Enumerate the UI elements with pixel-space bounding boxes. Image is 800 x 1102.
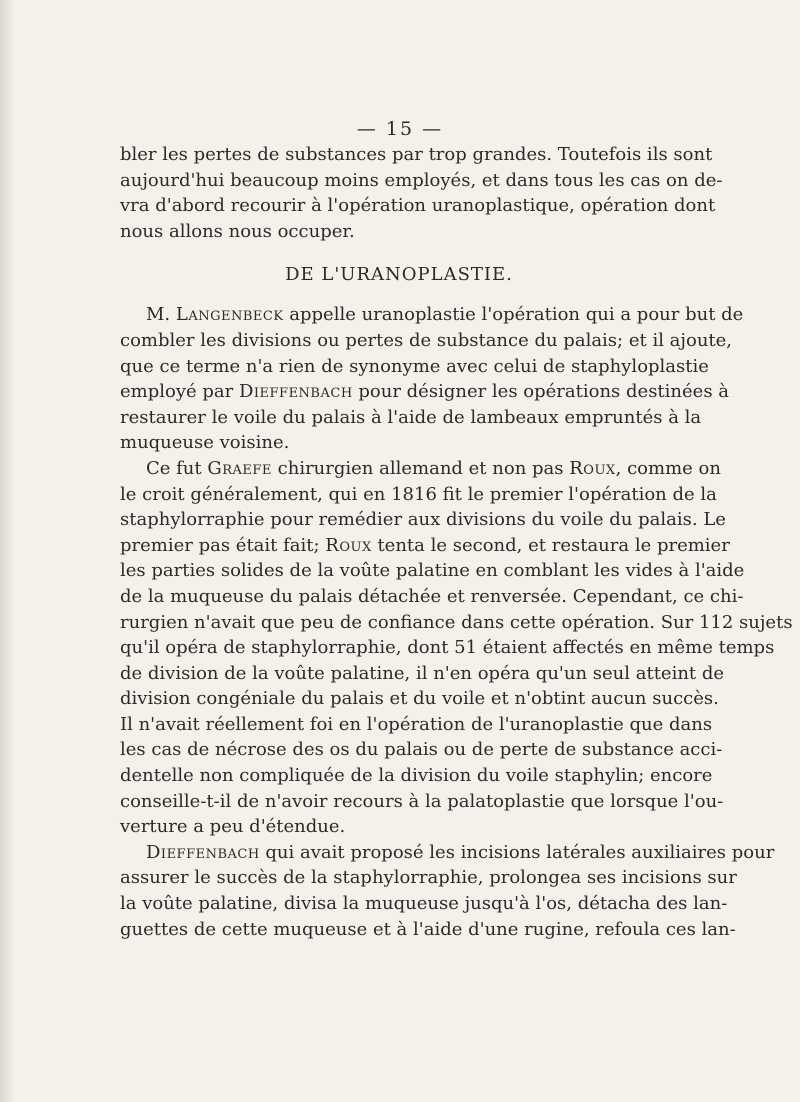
author-name: Roux xyxy=(569,457,616,479)
text-line: Dieffenbach qui avait proposé les incisions latérales auxiliaires pour xyxy=(146,841,775,863)
text-line: Ce fut Graefe chirurgien allemand et non pas Roux, comme on xyxy=(146,457,721,479)
text-line: verture a peu d'étendue. xyxy=(120,816,346,838)
text-line: premier pas était fait; Roux tenta le second, et restaura le premier xyxy=(120,534,730,556)
author-name: Dieffenbach xyxy=(238,381,353,403)
text-line: restaurer le voile du palais à l'aide de lambeaux empruntés à la xyxy=(120,406,702,428)
paragraph-dieffenbach xyxy=(120,840,775,942)
text-line: assurer le succès de la staphylorraphie, prolongea ses incisions sur xyxy=(120,867,737,889)
author-name: Graefe xyxy=(207,457,272,479)
text-line: rurgien n'avait que peu de confiance dans cette opération. Sur 112 sujets xyxy=(120,611,793,633)
text-line: de la muqueuse du palais détachée et renversée. Cependant, ce chi- xyxy=(120,585,744,607)
text-line: nous allons nous occuper. xyxy=(120,220,355,242)
text-line: les parties solides de la voûte palatine en comblant les vides à l'aide xyxy=(120,560,745,582)
text-line: conseille-t-il de n'avoir recours à la palatoplastie que lorsque l'ou- xyxy=(120,790,724,812)
text-line: le croit généralement, qui en 1816 fit le premier l'opération de la xyxy=(120,483,717,505)
author-name: Roux xyxy=(325,534,372,556)
text-line: guettes de cette muqueuse et à l'aide d'une rugine, refoula ces lan- xyxy=(120,918,736,940)
text-line: vra d'abord recourir à l'opération uranoplastique, opération dont xyxy=(120,195,716,217)
text-line: division congéniale du palais et du voile et n'obtint aucun succès. xyxy=(120,688,719,710)
text-line: la voûte palatine, divisa la muqueuse jusqu'à l'os, détacha des lan- xyxy=(120,893,728,915)
intro-paragraph xyxy=(120,142,723,244)
text-line: Il n'avait réellement foi en l'opération de l'uranoplastie que dans xyxy=(120,713,713,735)
page-number: — 15 — xyxy=(356,118,444,140)
text-line: staphylorraphie pour remédier aux divisions du voile du palais. Le xyxy=(120,509,726,531)
page-edge-shadow xyxy=(0,0,14,1102)
text-line: de division de la voûte palatine, il n'en opéra qu'un seul atteint de xyxy=(120,662,725,684)
text-line: qu'il opéra de staphylorraphie, dont 51 étaient affectés en même temps xyxy=(120,637,775,659)
text-line: combler les divisions ou pertes de substance du palais; et il ajoute, xyxy=(120,329,733,351)
text-line: employé par Dieffenbach pour désigner les opérations destinées à xyxy=(120,381,730,403)
text-line: les cas de nécrose des os du palais ou de perte de substance acci- xyxy=(120,739,723,761)
author-name: Langenbeck xyxy=(175,304,284,326)
paragraph-graefe xyxy=(120,456,793,840)
section-title: DE L'URANOPLASTIE. xyxy=(285,264,513,286)
text-line: dentelle non compliquée de la division du voile staphylin; encore xyxy=(120,765,713,787)
text-line: muqueuse voisine. xyxy=(120,432,290,454)
text-line: M. Langenbeck appelle uranoplastie l'opération qui a pour but de xyxy=(146,304,744,326)
author-name: Dieffenbach xyxy=(146,841,260,863)
text-line: que ce terme n'a rien de synonyme avec celui de staphyloplastie xyxy=(120,355,709,377)
text-line: bler les pertes de substances par trop grandes. Toutefois ils sont xyxy=(120,144,713,165)
paragraph-langenbeck xyxy=(120,302,744,456)
text-line: aujourd'hui beaucoup moins employés, et dans tous les cas on de- xyxy=(120,169,723,191)
page-body xyxy=(120,142,793,942)
